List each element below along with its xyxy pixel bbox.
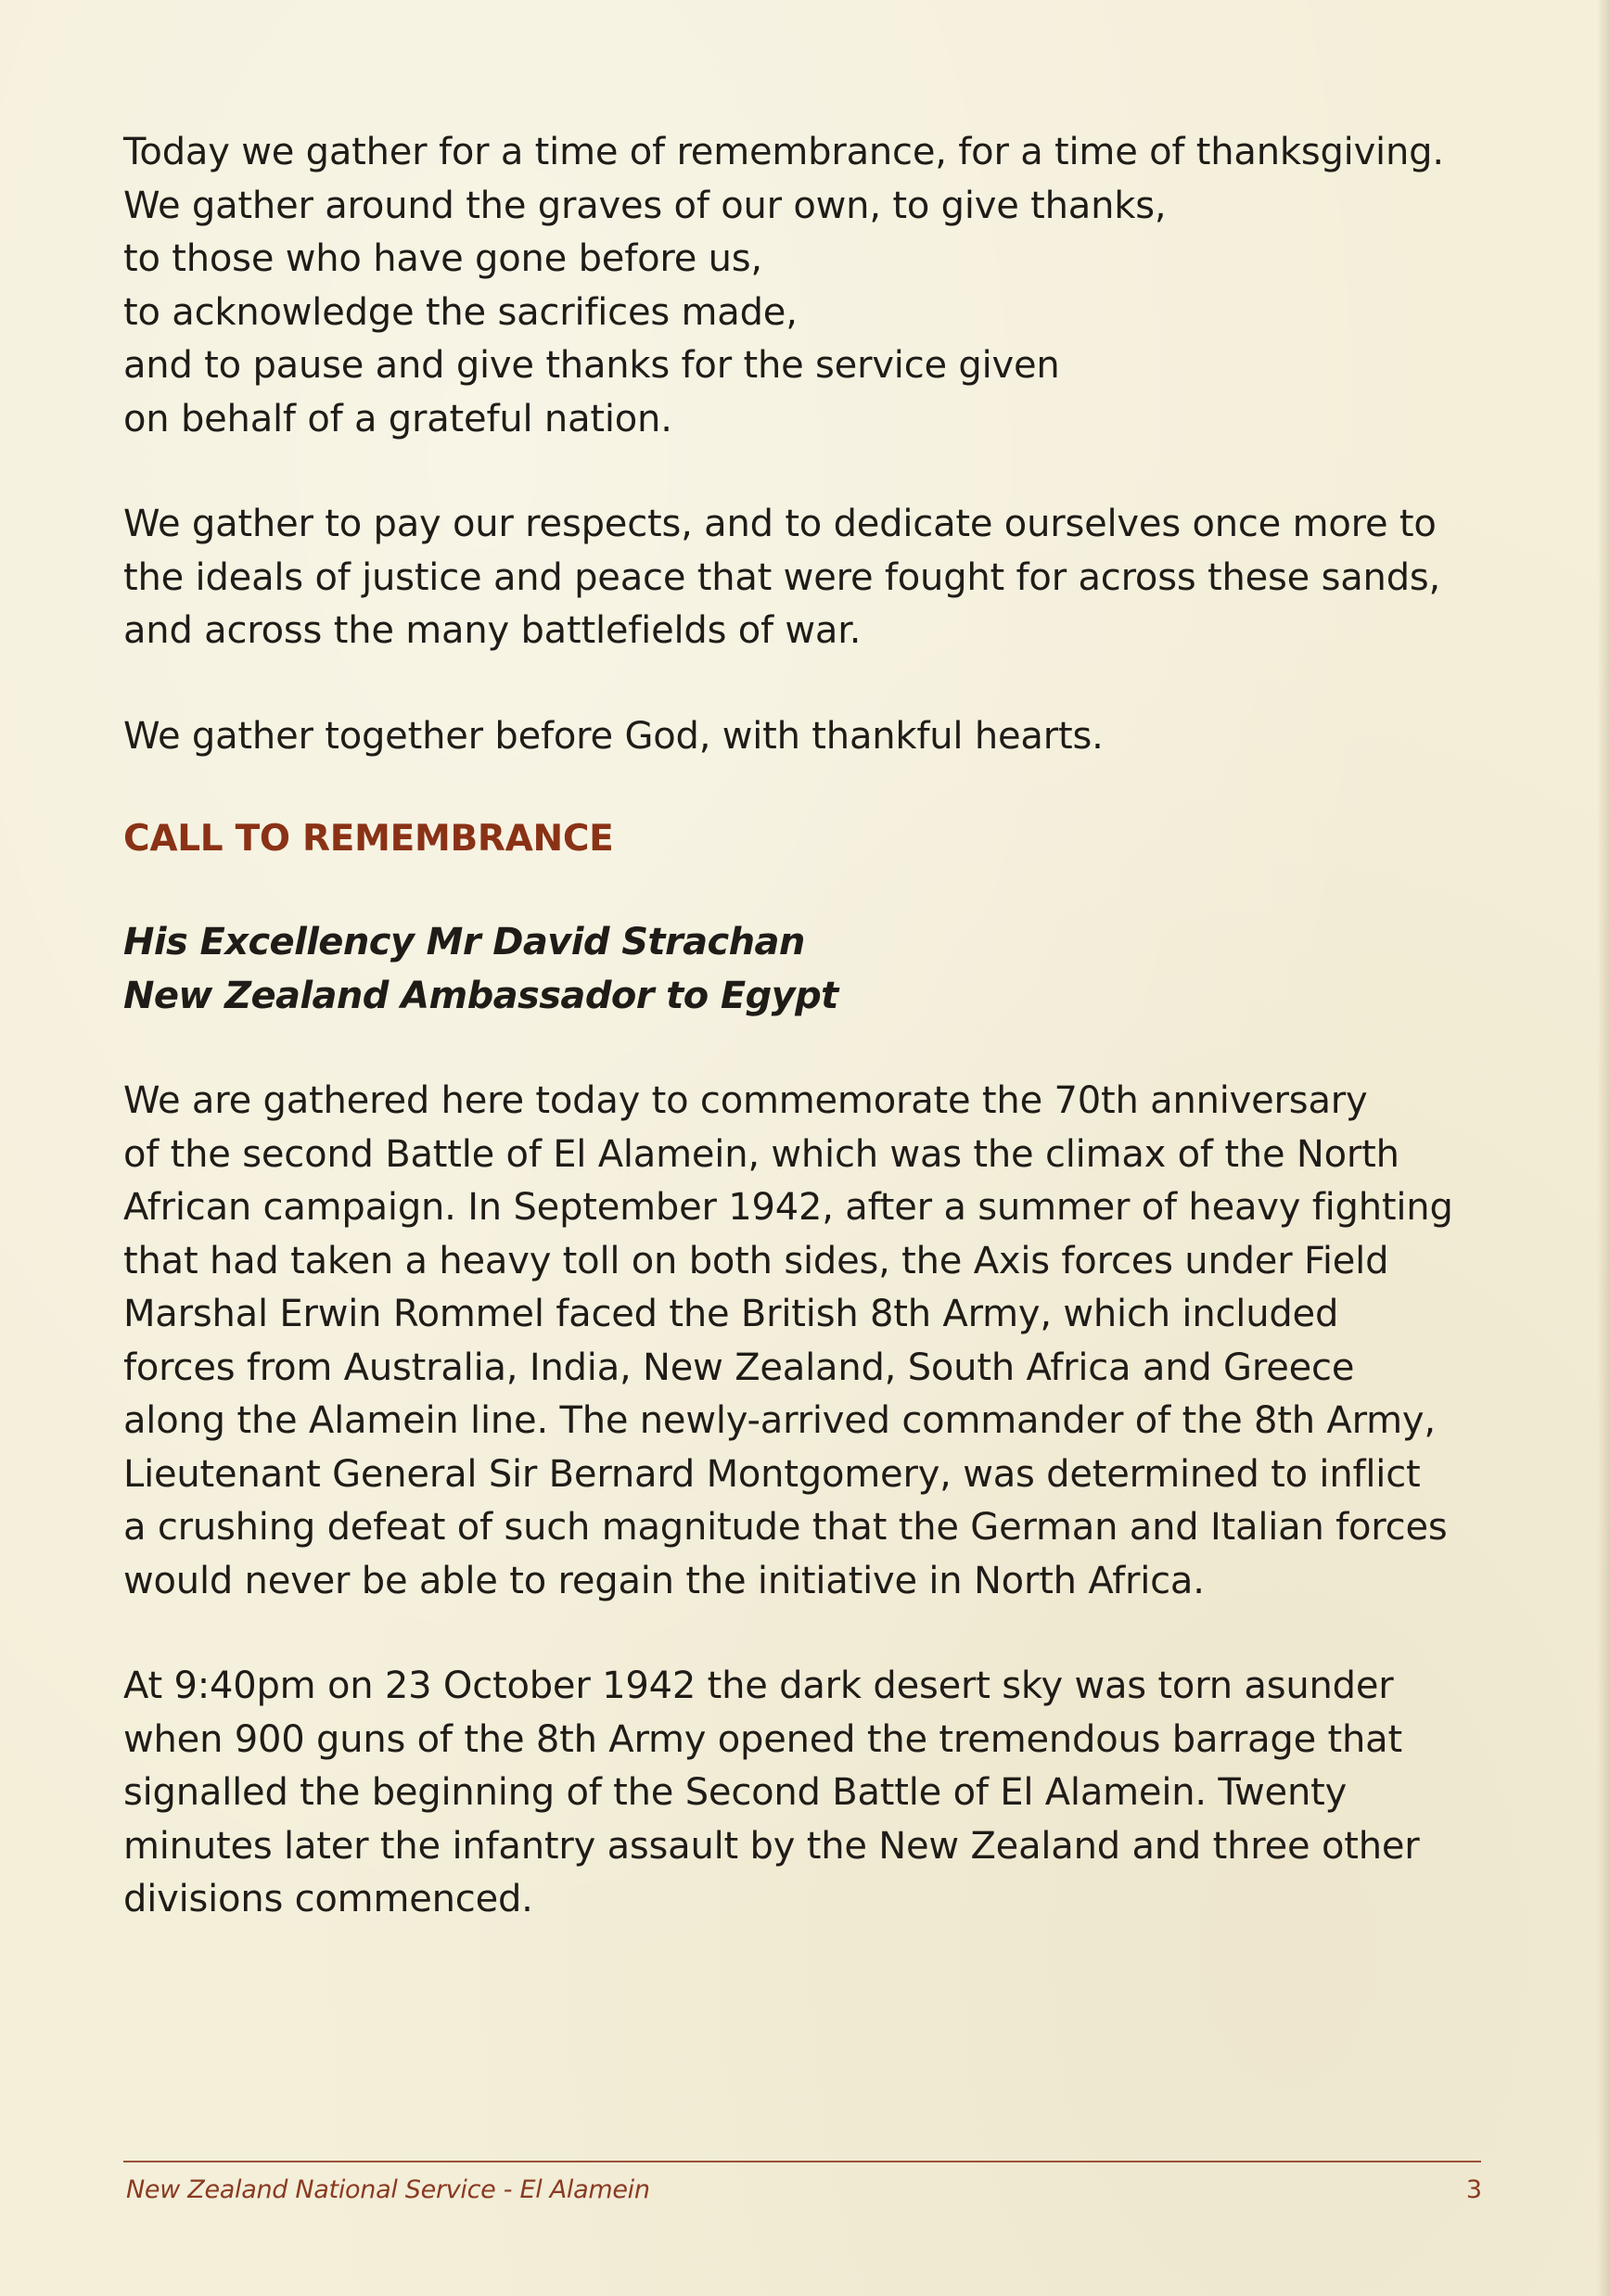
text-line: We gather together before God, with thankful hearts. [123,714,1104,758]
section-heading: CALL TO REMEMBRANCE [123,818,614,860]
footer-divider [123,2161,1481,2162]
text-line: that had taken a heavy toll on both sides, the Axis forces under Field [123,1239,1389,1282]
text-line: to acknowledge the sacrifices made, [123,290,798,334]
text-line: divisions commenced. [123,1878,533,1920]
intro-paragraph-3 [123,710,1496,764]
paragraph-gap [123,658,1496,710]
text-line: a crushing defeat of such magnitude that the German and Italian forces [123,1506,1448,1549]
text-line: signalled the beginning of the Second Battle of El Alamein. Twenty [123,1771,1348,1814]
text-line: would never be able to regain the initiative in North Africa. [123,1559,1205,1602]
intro-paragraph-2 [123,498,1496,658]
footer-title: New Zealand National Service - El Alamein [126,2175,650,2204]
text-line: Lieutenant General Sir Bernard Montgomery, was determined to inflict [123,1452,1421,1496]
text-line: the ideals of justice and peace that were fought for across these sands, [123,555,1441,599]
text-line: We are gathered here today to commemorate the 70th anniversary [123,1079,1368,1122]
speaker-name: His Excellency Mr David Strachan [123,921,805,963]
paragraph-gap [123,866,1496,915]
speech-paragraph-2 [123,1660,1496,1927]
page-content [123,126,1496,1927]
text-line: Marshal Erwin Rommel faced the British 8th Army, which included [123,1293,1339,1335]
text-line: of the second Battle of El Alamein, which was the climax of the North [123,1132,1399,1176]
speech-paragraph-1 [123,1075,1496,1608]
text-line: and across the many battlefields of war. [123,609,862,652]
text-line: along the Alamein line. The newly-arrived commander of the 8th Army, [123,1399,1436,1442]
text-line: At 9:40pm on 23 October 1942 the dark desert sky was torn asunder [123,1665,1394,1707]
paragraph-gap [123,1608,1496,1660]
intro-paragraph-1 [123,126,1496,446]
text-line: on behalf of a grateful nation. [123,397,672,440]
text-line: minutes later the infantry assault by the New Zealand and three other [123,1824,1420,1868]
text-line: We gather around the graves of our own, to give thanks, [123,184,1167,227]
speaker-block [123,915,1496,1023]
text-line: We gather to pay our respects, and to dedicate ourselves once more to [123,503,1437,545]
text-line: Today we gather for a time of remembrance, for a time of thanksgiving. [123,131,1444,173]
speaker-title: New Zealand Ambassador to Egypt [123,975,838,1017]
text-line: to those who have gone before us, [123,237,762,280]
text-line: African campaign. In September 1942, after a summer of heavy fighting [123,1186,1453,1229]
paragraph-gap [123,446,1496,498]
page-number: 3 [1465,2175,1482,2204]
page-edge-shadow [1597,0,1610,2296]
text-line: when 900 guns of the 8th Army opened the tremendous barrage that [123,1717,1402,1761]
text-line: forces from Australia, India, New Zealand, South Africa and Greece [123,1346,1355,1389]
paragraph-gap [123,1023,1496,1075]
text-line: and to pause and give thanks for the service given [123,344,1060,387]
paragraph-gap [123,763,1496,812]
